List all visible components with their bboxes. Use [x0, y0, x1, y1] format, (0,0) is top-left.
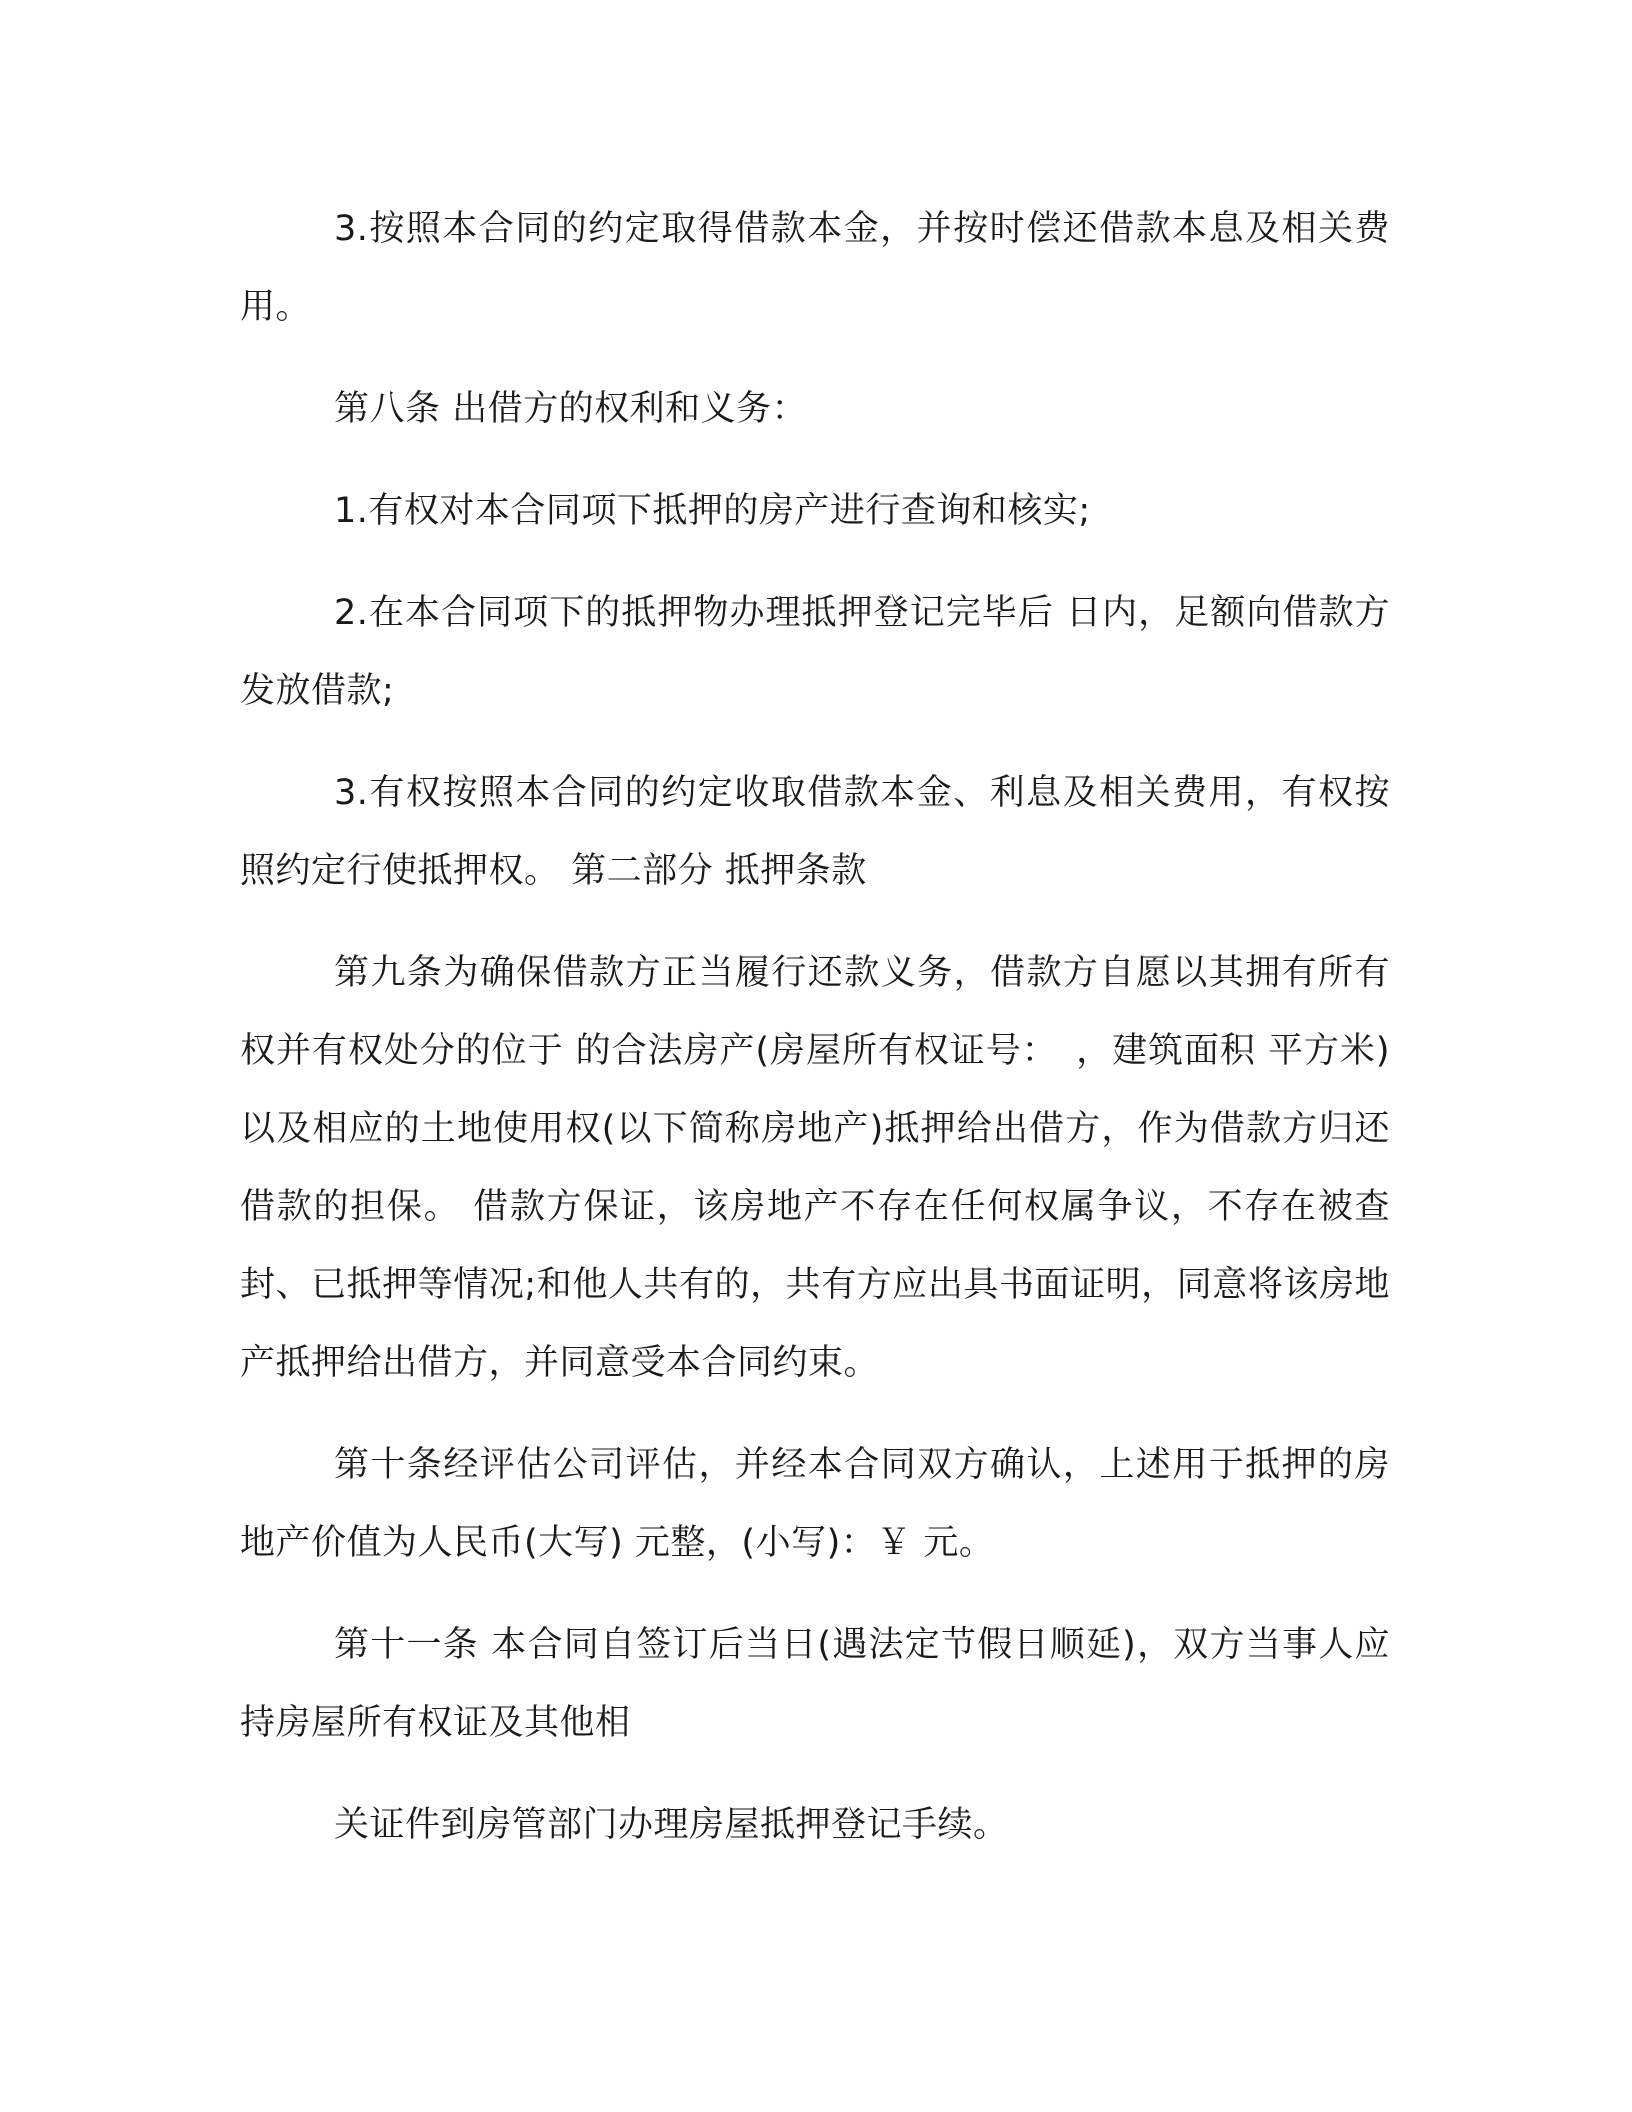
article-11-paragraph: 第十一条 本合同自签订后当日(遇法定节假日顺延)，双方当事人应持房屋所有权证及其他相	[240, 1625, 1390, 1743]
paragraph-lender-right-2: 2.在本合同项下的抵押物办理抵押登记完毕后 日内，足额向借款方发放借款;	[240, 593, 1390, 711]
paragraph-lender-right-1: 1.有权对本合同项下抵押的房产进行查询和核实;	[334, 491, 1091, 531]
document-body	[240, 190, 1390, 1888]
paragraph-lender-right-3: 3.有权按照本合同的约定收取借款本金、利息及相关费用，有权按照约定行使抵押权。 第二部分 抵押条款	[240, 773, 1390, 891]
article-8-heading: 第八条 出借方的权利和义务：	[334, 389, 808, 429]
article-11-continuation: 关证件到房管部门办理房屋抵押登记手续。	[334, 1805, 1009, 1845]
paragraph-borrower-duty-3: 3.按照本合同的约定取得借款本金，并按时偿还借款本息及相关费用。	[240, 209, 1390, 327]
article-9-paragraph: 第九条为确保借款方正当履行还款义务，借款方自愿以其拥有所有权并有权处分的位于 的合法房产(房屋所有权证号： ，建筑面积 平方米)以及相应的土地使用权(以下简称房地产)抵押给出借方，作为借款方归还借款的担保。 借款方保证，该房地产不存在任何权属争议，不存在被查封、已抵押等情况;和他人共有的，共有方应出具书面证明，同意将该房地产抵押给出借方，并同意受本合同约束。	[240, 953, 1390, 1383]
article-10-paragraph: 第十条经评估公司评估，并经本合同双方确认，上述用于抵押的房地产价值为人民币(大写) 元整，(小写)：￥ 元。	[240, 1445, 1390, 1563]
